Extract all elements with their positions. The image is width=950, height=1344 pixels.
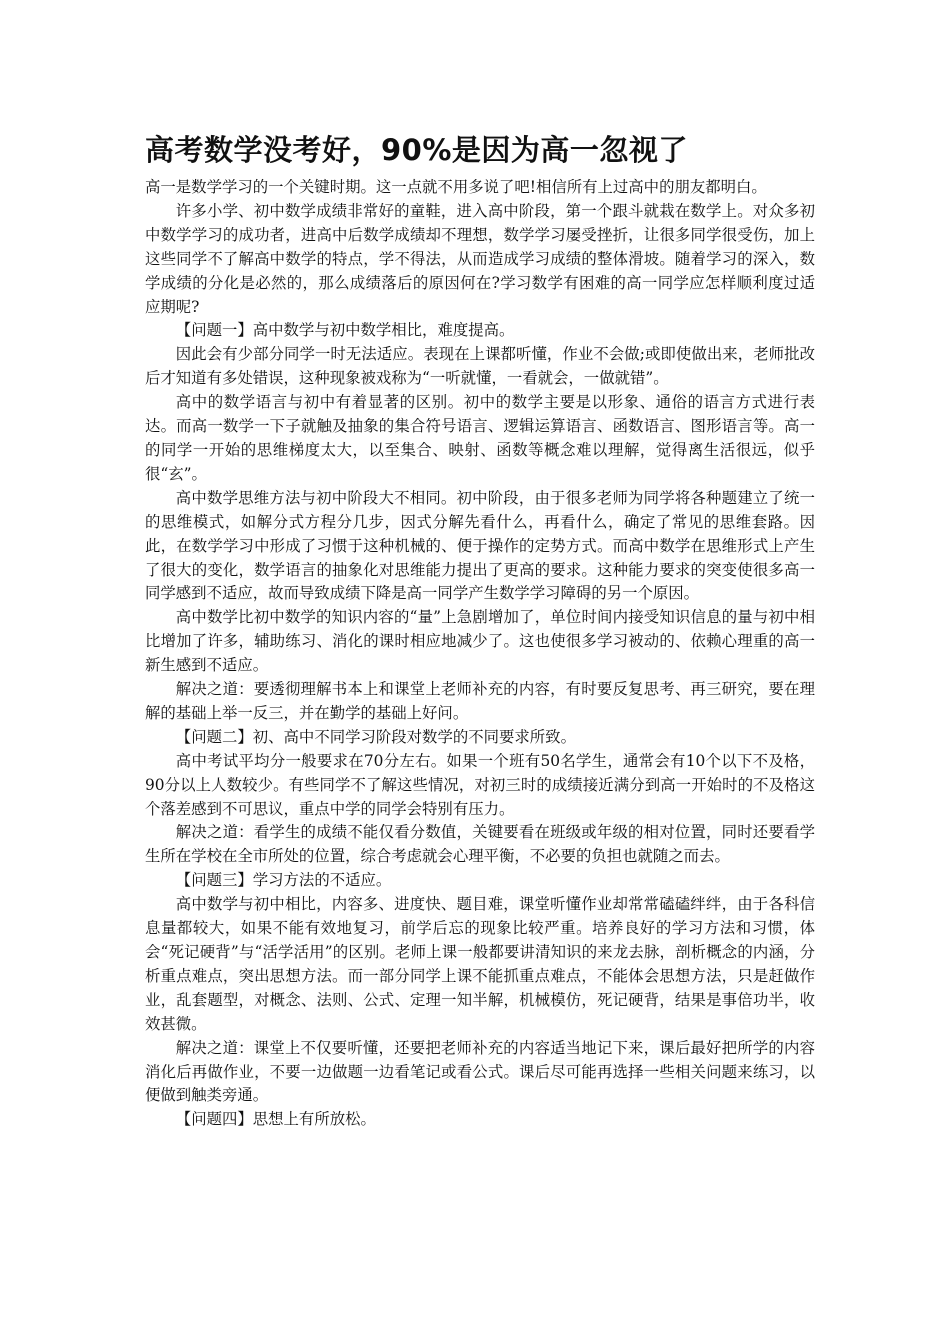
paragraph: 许多小学、初中数学成绩非常好的童鞋，进入高中阶段，第一个跟斗就栽在数学上。对众多初中数学学习的成功者，进高中后数学成绩却不理想，数学学习屡受挫折，让很多同学很受伤，加上这些同学不了解高中数学的特点，学不得法，从而造成学习成绩的整体滑坡。随着学习的深入，数学成绩的分化是必然的，那么成绩落后的原因何在?学习数学有困难的高一同学应怎样顺利度过适应期呢? <box>145 201 815 316</box>
paragraph: 高中数学比初中数学的知识内容的“量”上急剧增加了，单位时间内接受知识信息的量与初中相比增加了许多，辅助练习、消化的课时相应地减少了。这也使很多学习被动的、依赖心理重的高一新生感到不适应。 <box>145 608 815 675</box>
paragraph: 因此会有少部分同学一时无法适应。表现在上课都听懂，作业不会做;或即使做出来，老师批改后才知道有多处错误，这种现象被戏称为“一听就懂，一看就会，一做就错”。 <box>145 345 815 388</box>
section-heading-problem-1: 【问题一】高中数学与初中数学相比，难度提高。 <box>175 321 515 340</box>
document-page <box>145 130 815 1132</box>
solution-paragraph: 解决之道：看学生的成绩不能仅看分数值，关键要看在班级或年级的相对位置，同时还要看学生所在学校在全市所处的位置，综合考虑就会心理平衡，不必要的负担也就随之而去。 <box>145 823 815 866</box>
section-heading-problem-4: 【问题四】思想上有所放松。 <box>175 1110 376 1129</box>
section-heading-problem-2: 【问题二】初、高中不同学习阶段对数学的不同要求所致。 <box>175 727 576 746</box>
paragraph-intro: 高一是数学学习的一个关键时期。这一点就不用多说了吧!相信所有上过高中的朋友都明白。 <box>145 178 767 196</box>
paragraph: 高中考试平均分一般要求在70分左右。如果一个班有50名学生，通常会有10个以下不及格，90分以上人数较少。有些同学不了解这些情况，对初三时的成绩接近满分到高一开始时的不及格这个落差感到不可思议，重点中学的同学会特别有压力。 <box>145 751 815 818</box>
paragraph: 高中数学与初中相比，内容多、进度快、题目难，课堂听懂作业却常常磕磕绊绊，由于各科信息量都较大，如果不能有效地复习，前学后忘的现象比较严重。培养良好的学习方法和习惯，体会“死记硬背”与“活学活用”的区别。老师上课一般都要讲清知识的来龙去脉，剖析概念的内涵，分析重点难点，突出思想方法。而一部分同学上课不能抓重点难点，不能体会思想方法，只是赶做作业，乱套题型，对概念、法则、公式、定理一知半解，机械模仿，死记硬背，结果是事倍功半，收效甚微。 <box>145 895 815 1033</box>
section-heading-problem-3: 【问题三】学习方法的不适应。 <box>175 871 392 890</box>
paragraph: 高中数学思维方法与初中阶段大不相同。初中阶段，由于很多老师为同学将各种题建立了统一的思维模式，如解分式方程分几步，因式分解先看什么，再看什么，确定了常见的思维套路。因此，在数学学习中形成了习惯于这种机械的、便于操作的定势方式。而高中数学在思维形式上产生了很大的变化，数学语言的抽象化对思维能力提出了更高的要求。这种能力要求的突变使很多高一同学感到不适应，故而导致成绩下降是高一同学产生数学学习障碍的另一个原因。 <box>145 488 815 603</box>
solution-paragraph: 解决之道：课堂上不仅要听懂，还要把老师补充的内容适当地记下来，课后最好把所学的内容消化后再做作业，不要一边做题一边看笔记或看公式。课后尽可能再选择一些相关问题来练习，以便做到触类旁通。 <box>145 1038 815 1105</box>
article-title: 高考数学没考好，90%是因为高一忽视了 <box>145 133 688 167</box>
paragraph: 高中的数学语言与初中有着显著的区别。初中的数学主要是以形象、通俗的语言方式进行表达。而高一数学一下子就触及抽象的集合符号语言、逻辑运算语言、函数语言、图形语言等。高一的同学一开始的思维梯度太大，以至集合、映射、函数等概念难以理解，觉得离生活很远，似乎很“玄”。 <box>145 393 815 483</box>
solution-paragraph: 解决之道：要透彻理解书本上和课堂上老师补充的内容，有时要反复思考、再三研究，要在理解的基础上举一反三，并在勤学的基础上好问。 <box>145 680 815 722</box>
